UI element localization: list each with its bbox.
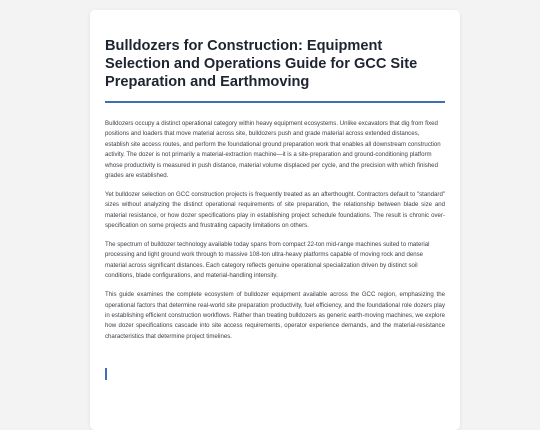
blockquote-accent-bar xyxy=(105,368,107,380)
article-card xyxy=(90,10,460,430)
article-title: Bulldozers for Construction: Equipment Selection and Operations Guide for GCC Site Preparation and Earthmoving xyxy=(105,38,418,90)
article-paragraph-3: The spectrum of bulldozer technology available today spans from compact 22-ton mid-range machines suited to material processing and light ground work through to massive 108-ton ultra-heavy platforms capable of moving rock and dense material across significant distances. Each category reflects genuine operational specialization driven by distinct soil conditions, blade configurations, and material-handling intensity. xyxy=(105,241,430,280)
article-paragraph-4: This guide examines the complete ecosystem of bulldozer equipment available across the GCC region, emphasizing the operational factors that determine real-world site preparation productivity, fuel efficiency, and the foundational role dozers play in establishing efficient construction workflows. Rather than treating bulldozers as generic earth-moving machines, we explore how dozer specifications cascade into site access requirements, operator experience demands, and the material-resistance characteristics that determine project timelines. xyxy=(105,291,445,340)
title-divider xyxy=(105,101,445,103)
article-paragraph-2: Yet bulldozer selection on GCC construction projects is frequently treated as an afterthought. Contractors default to "standard" sizes without analyzing the distinct operational requirements of site preparation, the relationship between blade size and material resistance, or how dozer specifications play in establishing project schedule foundations. The result is chronic over-specification on some projects and frustrating capacity limitations on others. xyxy=(105,190,445,230)
article-paragraph-1: Bulldozers occupy a distinct operational category within heavy equipment ecosystems. Unlike excavators that dig from fixed positions and loaders that move material across site, bulldozers push and grade material across extended distances, establish site access routes, and perform the foundational ground preparation work that enables all downstream construction activity. The dozer is not primarily a material-extraction machine—it is a site-preparation and ground-conditioning platform whose productivity is measured in push distance, material volume displaced per cycle, and the precision with which finished grades are established. xyxy=(105,120,441,180)
